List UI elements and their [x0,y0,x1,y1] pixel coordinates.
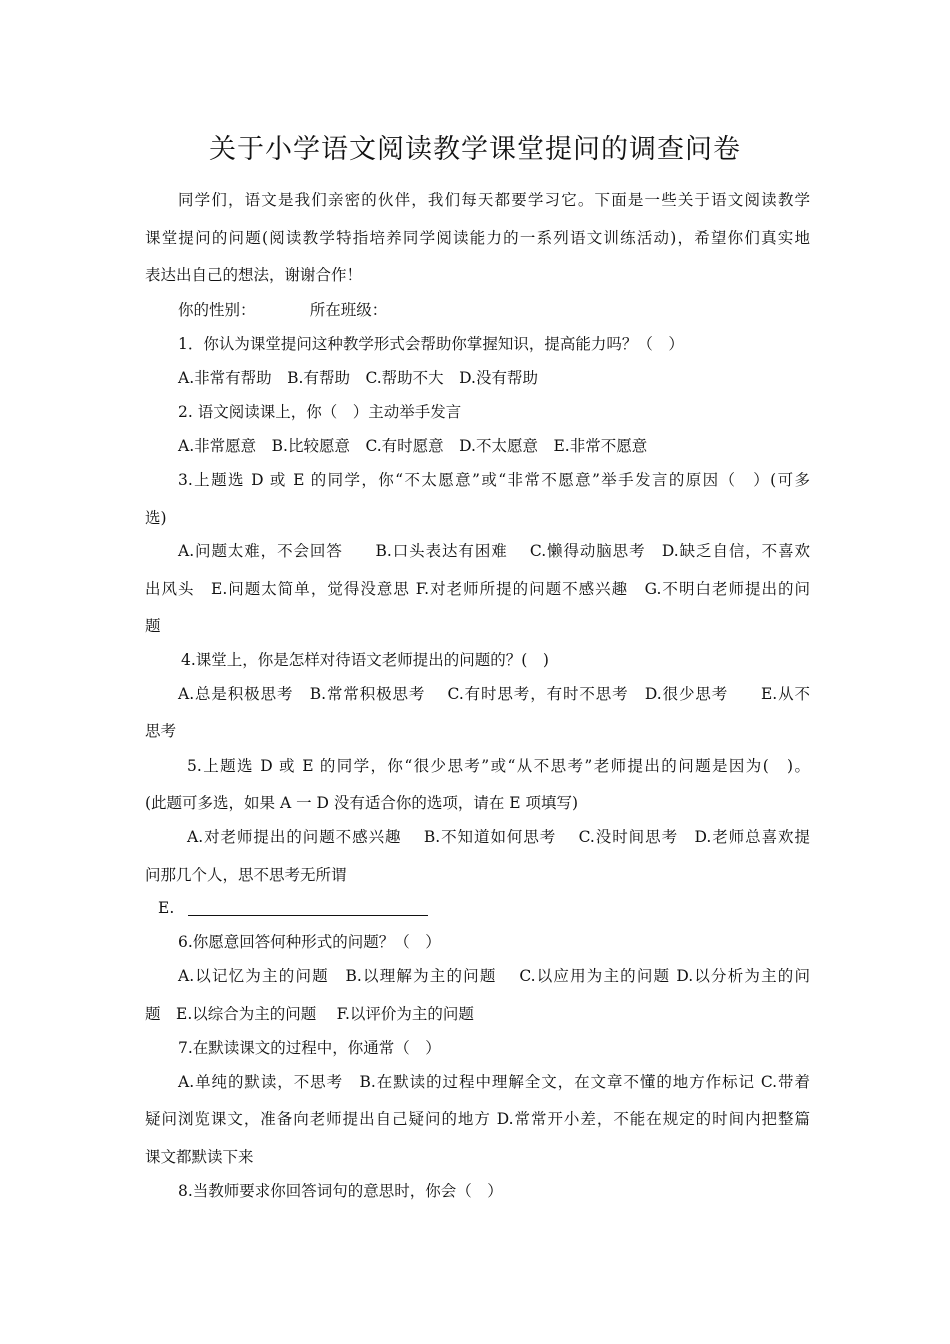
question-3-options-line-2: 出风头 E.问题太简单，觉得没意思 F.对老师所提的问题不感兴趣 G.不明白老师提出的问 [145,580,810,598]
question-3-line-1: 3.上题选 D 或 E 的同学，你“不太愿意”或“非常不愿意”举手发言的原因（ ）(可多 [178,471,810,489]
question-6: 6.你愿意回答何种形式的问题？（ ） [178,933,441,951]
intro-line-2: 课堂提问的问题(阅读教学特指培养同学阅读能力的一系列语文训练活动)，希望你们真实地 [145,229,810,247]
question-3-line-2: 选) [145,509,167,527]
question-3-options-line-3: 题 [145,617,161,635]
question-7-options-line-1: A.单纯的默读，不思考 B.在默读的过程中理解全文，在文章不懂的地方作标记 C.带着 [178,1073,810,1091]
question-2: 2. 语文阅读课上，你（ ）主动举手发言 [178,403,462,421]
question-5-options-line-2: 问那几个人，思不思考无所谓 [145,866,347,884]
question-1: 1．你认为课堂提问这种教学形式会帮助你掌握知识，提高能力吗？（ ） [178,335,684,353]
question-5-line-1: 5.上题选 D 或 E 的同学，你“很少思考”或“从不思考”老师提出的问题是因为( )。 [187,757,811,775]
info-line: 你的性别： 所在班级： [178,301,388,319]
question-8: 8.当教师要求你回答词句的意思时，你会（ ） [178,1182,503,1200]
question-4-options-line-2: 思考 [145,722,177,740]
question-4: 4.课堂上，你是怎样对待语文老师提出的问题的？( ) [181,651,549,669]
page-title: 关于小学语文阅读教学课堂提问的调查问卷 [209,134,741,165]
question-1-options: A.非常有帮助 B.有帮助 C.帮助不大 D.没有帮助 [178,369,538,387]
question-5-option-e-fill-line[interactable] [188,915,428,916]
question-5-option-e-label: E. [158,899,175,917]
question-4-options-line-1: A.总是积极思考 B.常常积极思考 C.有时思考，有时不思考 D.很少思考 E.从不 [178,685,810,703]
question-7: 7.在默读课文的过程中，你通常（ ） [178,1039,441,1057]
question-6-options-line-2: 题 E.以综合为主的问题 F.以评价为主的问题 [145,1005,474,1023]
question-5-line-2: (此题可多选，如果 A 一 D 没有适合你的选项，请在 E 项填写) [145,794,579,812]
question-6-options-line-1: A.以记忆为主的问题 B.以理解为主的问题 C.以应用为主的问题 D.以分析为主的问 [178,967,810,985]
question-7-options-line-3: 课文都默读下来 [145,1148,254,1166]
intro-line-1: 同学们，语文是我们亲密的伙伴，我们每天都要学习它。下面是一些关于语文阅读教学 [178,191,810,209]
question-7-options-line-2: 疑问浏览课文，准备向老师提出自己疑问的地方 D.常常开小差，不能在规定的时间内把整篇 [145,1110,810,1128]
question-5-options-line-1: A.对老师提出的问题不感兴趣 B.不知道如何思考 C.没时间思考 D.老师总喜欢提 [187,828,810,846]
question-2-options: A.非常愿意 B.比较愿意 C.有时愿意 D.不太愿意 E.非常不愿意 [178,437,648,455]
question-3-options-line-1: A.问题太难，不会回答 B.口头表达有困难 C.懒得动脑思考 D.缺乏自信，不喜欢 [178,542,810,560]
intro-line-3: 表达出自己的想法，谢谢合作！ [145,266,363,284]
